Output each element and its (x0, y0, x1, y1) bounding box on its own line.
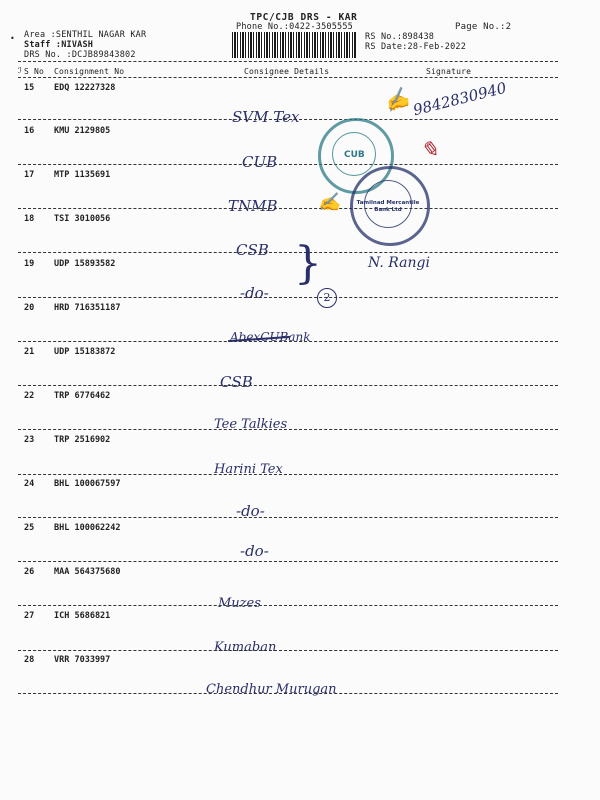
row-consignment: HRD 716351187 (54, 303, 121, 313)
tmb-stamp-text: Tamilnad Mercantile Bank Ltd (356, 200, 420, 213)
row-divider (18, 693, 558, 694)
row-sno: 16 (24, 126, 35, 136)
row-consignment: KMU 2129805 (54, 126, 111, 136)
row-sno: 26 (24, 567, 35, 577)
row-sno: 19 (24, 259, 35, 269)
row-consignment: VRR 7033997 (54, 655, 111, 665)
row-consignee-handwritten: AbexCUBank (230, 330, 311, 344)
margin-mark: ℐ (18, 66, 22, 75)
row-consignee-handwritten: SVM Tex (232, 108, 300, 126)
page-number: Page No.:2 (455, 22, 512, 32)
brace-icon: } (294, 238, 322, 289)
row-divider (18, 341, 558, 342)
row-divider (18, 385, 558, 386)
row-consignment: TRP 2516902 (54, 435, 111, 445)
signature-scribble-2: ✍ (318, 192, 341, 213)
staff-label: Staff :NIVASH (24, 40, 94, 50)
row-consignee-handwritten: TNMB (228, 197, 278, 215)
row-consignee-handwritten: Harini Tex (214, 462, 283, 477)
row-divider (18, 429, 558, 430)
row-divider (18, 119, 558, 120)
column-header-consignee: Consignee Details (244, 67, 330, 76)
row-sno: 20 (24, 303, 35, 313)
row-divider (18, 517, 558, 518)
rs-number: RS No.:898438 (365, 32, 435, 42)
barcode (232, 32, 356, 58)
row-consignee-handwritten: -do- (240, 542, 269, 560)
row-consignment: UDP 15183872 (54, 347, 116, 357)
row-consignment: MTP 1135691 (54, 170, 111, 180)
rs-date: RS Date:28-Feb-2022 (365, 42, 467, 52)
document-title: TPC/CJB DRS - KAR (250, 12, 358, 23)
row-consignee-handwritten: Chendhur Murugan (206, 682, 337, 697)
row-sno: 25 (24, 523, 35, 533)
header-divider (18, 61, 558, 62)
row-consignment: BHL 100062242 (54, 523, 121, 533)
row-divider (18, 208, 558, 209)
red-signature-icon: ✎ (420, 138, 439, 163)
row-consignment: TSI 3010056 (54, 214, 111, 224)
row-consignee-handwritten: CSB (236, 241, 269, 259)
cub-stamp-text: CUB (344, 150, 365, 160)
row-divider (18, 164, 558, 165)
column-header-signature: Signature (426, 67, 472, 76)
column-header-sno: S No (24, 67, 45, 76)
area-label: Area :SENTHIL NAGAR KAR (24, 30, 147, 40)
row-sno: 18 (24, 214, 35, 224)
row-divider (18, 474, 558, 475)
row-divider (18, 252, 558, 253)
row-sno: 27 (24, 611, 35, 621)
margin-mark: • (10, 34, 15, 43)
phone-number: Phone No.:0422-3505555 (236, 22, 353, 32)
row-consignment: EDQ 12227328 (54, 83, 116, 93)
row-consignee-handwritten: Kumaban (214, 640, 277, 655)
row-consignment: TRP 6776462 (54, 391, 111, 401)
row-sno: 23 (24, 435, 35, 445)
row-sno: 24 (24, 479, 35, 489)
row-sno: 21 (24, 347, 35, 357)
row-divider (18, 561, 558, 562)
drs-number: DRS No. :DCJB89843802 (24, 50, 136, 60)
row-divider (18, 297, 558, 298)
row-consignment: UDP 15893582 (54, 259, 116, 269)
column-divider (18, 77, 558, 78)
row-consignment: MAA 564375680 (54, 567, 121, 577)
row-divider (18, 605, 558, 606)
handwritten-signature-name: N. Rangi (368, 255, 430, 271)
handwritten-phone: 9842830940 (411, 78, 509, 120)
row-sno: 15 (24, 83, 35, 93)
row-consignee-handwritten: Tee Talkies (214, 417, 288, 432)
row-divider (18, 650, 558, 651)
row-consignment: ICH 5686821 (54, 611, 111, 621)
row-consignment: BHL 100067597 (54, 479, 121, 489)
circled-count: 2 (317, 288, 337, 308)
row-sno: 22 (24, 391, 35, 401)
row-consignee-handwritten: Muzes (218, 596, 261, 611)
row-consignee-handwritten: -do- (240, 284, 269, 302)
row-sno: 17 (24, 170, 35, 180)
row-consignee-handwritten: CSB (220, 373, 253, 391)
signature-scribble: ✍ (380, 84, 413, 116)
row-consignee-handwritten: CUB (242, 153, 278, 171)
row-consignee-handwritten: -do- (236, 502, 265, 520)
column-header-consignment: Consignment No (54, 67, 125, 76)
row-sno: 28 (24, 655, 35, 665)
